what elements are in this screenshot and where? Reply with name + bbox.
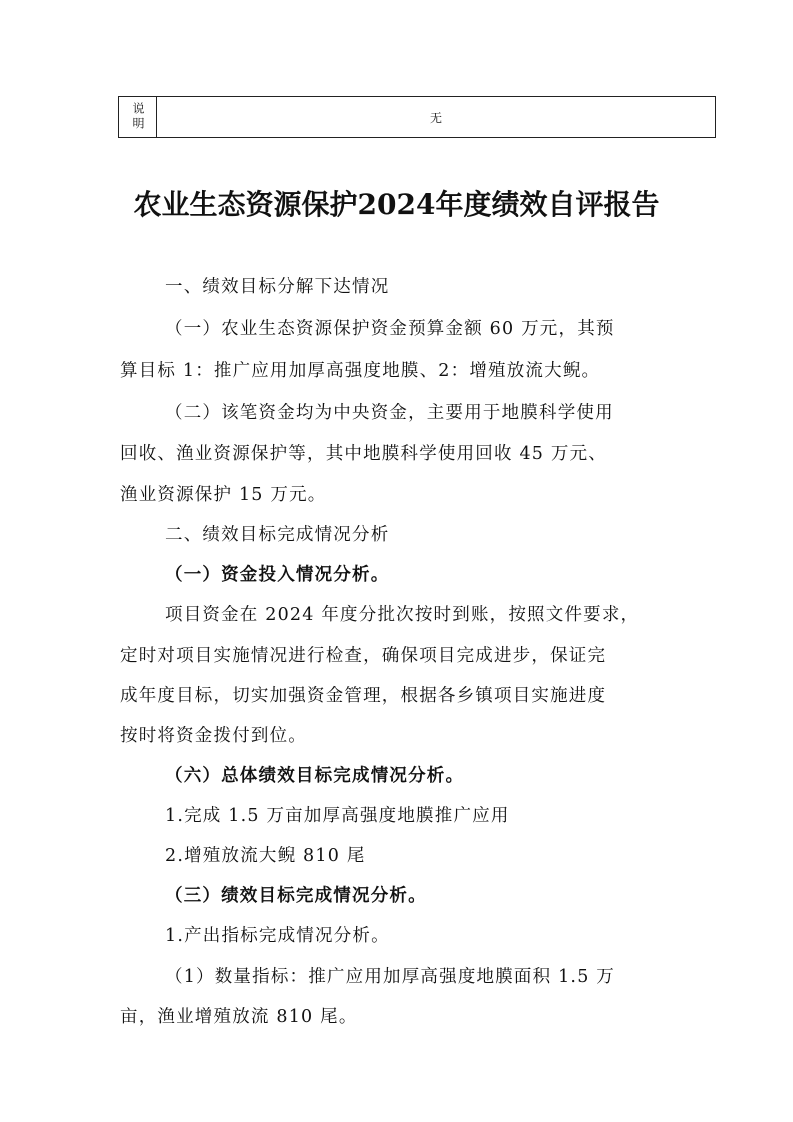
note-value: 无 [429, 110, 442, 125]
paragraph-line: 定时对项目实施情况进行检查，确保项目完成进步，保证完 [120, 646, 607, 666]
paragraph-line: 算目标 1：推广应用加厚高强度地膜、2：增殖放流大鲵。 [120, 361, 601, 381]
list-item: 2.增殖放流大鲵 810 尾 [165, 846, 366, 866]
paragraph-line: 回收、渔业资源保护等，其中地膜科学使用回收 45 万元、 [120, 444, 607, 464]
subsection-heading: （一）资金投入情况分析。 [165, 565, 390, 585]
paragraph-line: 项目资金在 2024 年度分批次按时到账，按照文件要求， [165, 605, 640, 625]
page-title: 农业生态资源保护2024年度绩效自评报告 [133, 188, 660, 221]
list-item: 1.产出指标完成情况分析。 [165, 926, 390, 946]
paragraph-line: 按时将资金拨付到位。 [120, 726, 307, 746]
paragraph-line: （1）数量指标：推广应用加厚高强度地膜面积 1.5 万 [165, 967, 615, 987]
subsection-heading: （三）绩效目标完成情况分析。 [165, 886, 427, 906]
paragraph-line: （一）农业生态资源保护资金预算金额 60 万元，其预 [165, 319, 615, 339]
section-heading-1: 一、绩效目标分解下达情况 [165, 277, 390, 297]
paragraph-line: （二）该笔资金均为中央资金，主要用于地膜科学使用 [165, 403, 614, 423]
note-label: 说明 [119, 97, 157, 137]
note-table [118, 96, 716, 138]
subsection-heading: （六）总体绩效目标完成情况分析。 [165, 766, 465, 786]
paragraph-line: 成年度目标，切实加强资金管理，根据各乡镇项目实施进度 [120, 686, 607, 706]
section-heading-2: 二、绩效目标完成情况分析 [165, 525, 390, 545]
list-item: 1.完成 1.5 万亩加厚高强度地膜推广应用 [165, 806, 510, 826]
paragraph-line: 渔业资源保护 15 万元。 [120, 485, 327, 505]
paragraph-line: 亩，渔业增殖放流 810 尾。 [120, 1007, 358, 1027]
